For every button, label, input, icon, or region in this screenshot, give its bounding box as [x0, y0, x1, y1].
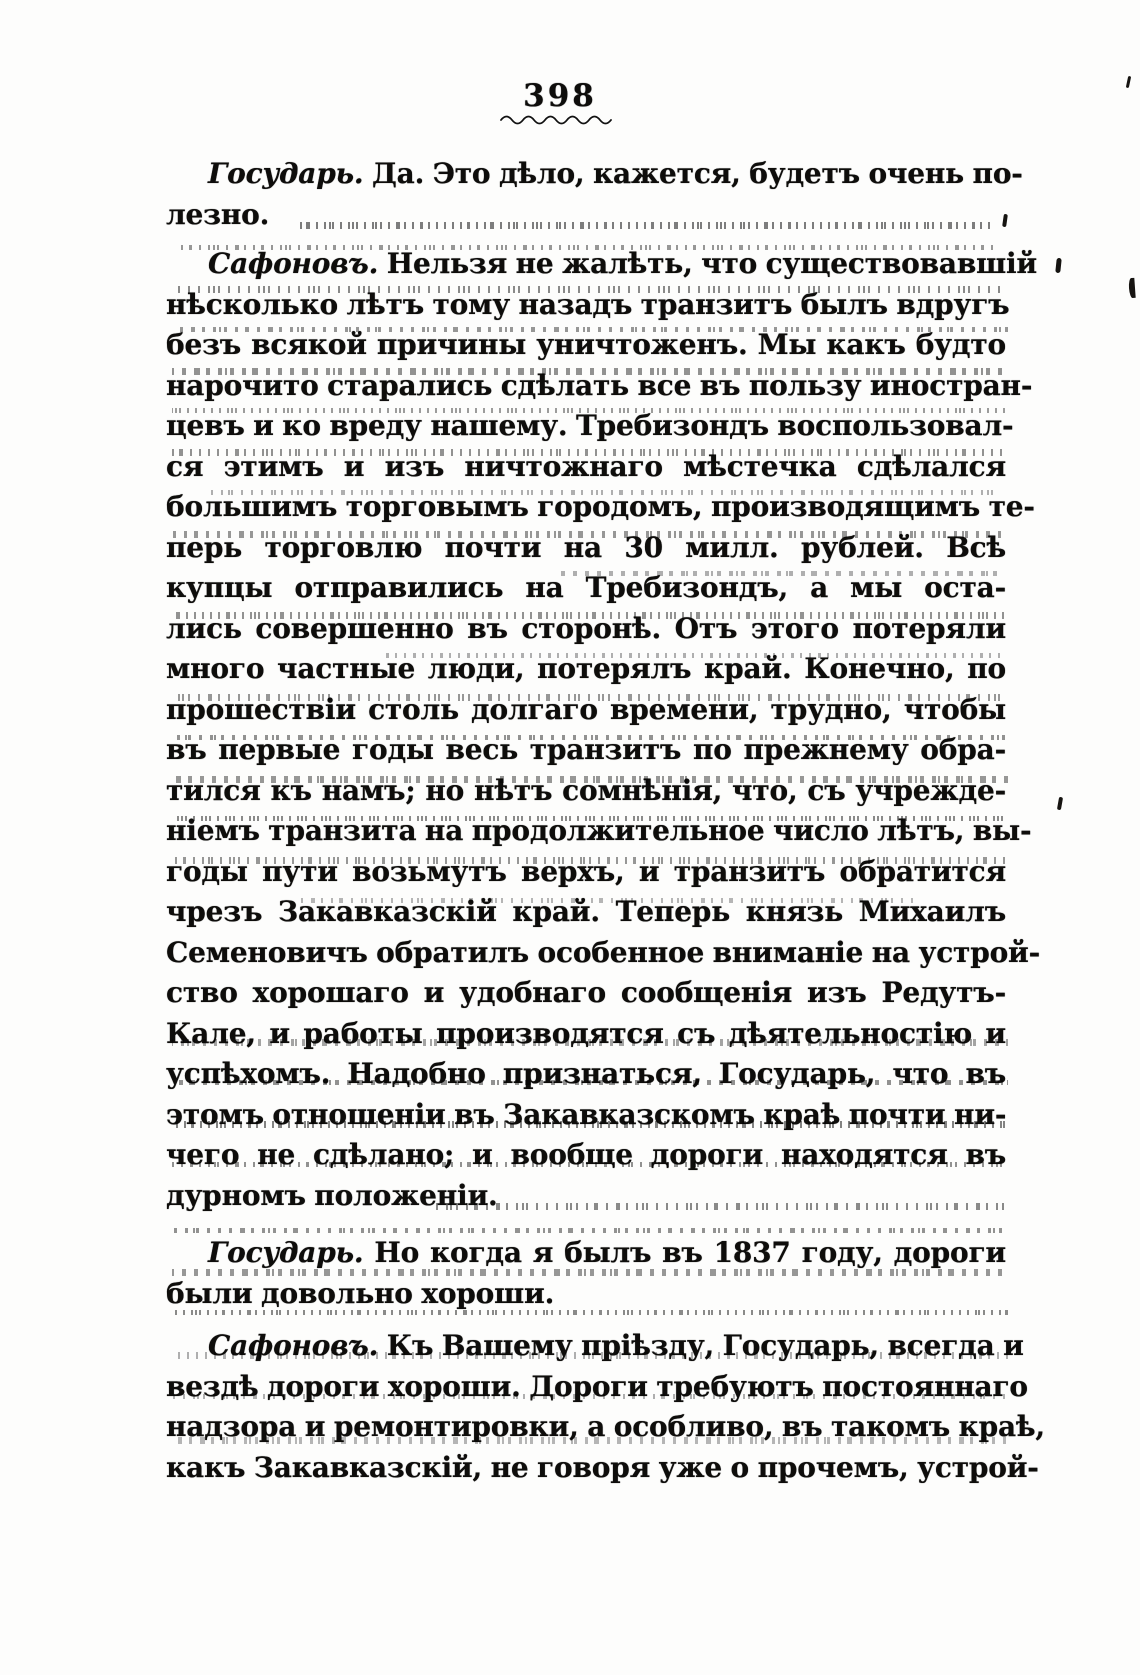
- text-line: безъ всякой причины уничтоженъ. Мы какъ будто: [166, 328, 1006, 361]
- text-line: большимъ торговымъ городомъ, производящимъ те-: [166, 490, 1035, 523]
- text-line: Кале, и работы производятся съ дѣятельностію и: [166, 1016, 1006, 1050]
- text-line: надзора и ремонтировки, а особливо, въ такомъ краѣ,: [166, 1410, 1045, 1443]
- text-line: ство хорошаго и удобнаго сообщенія изъ Редутъ-: [166, 976, 1006, 1009]
- text-line: вездѣ дороги хороши. Дороги требуютъ постояннаго: [166, 1369, 1028, 1403]
- text-line: Государь. Да. Это дѣло, кажется, будетъ очень по-: [208, 157, 1023, 190]
- ink-artifact: [1002, 214, 1008, 227]
- ink-artifact: [1128, 278, 1135, 298]
- text-line: много частные люди, потерялъ край. Конечно, по: [166, 652, 1006, 685]
- text-line: перь торговлю почти на 30 милл. рублей. Всѣ: [166, 530, 1006, 564]
- text-line: чрезъ Закавказскій край. Теперь князь Михаилъ: [166, 895, 1006, 928]
- ink-artifact: [1057, 797, 1063, 810]
- text-line: лись совершенно въ сторонѣ. Отъ этого потеряли: [166, 611, 1006, 645]
- text-block: [166, 154, 1045, 1488]
- text-line: нарочито старались сдѣлать все въ пользу иностран-: [166, 368, 1033, 402]
- text-line: этомъ отношеніи въ Закавказскомъ краѣ почти ни-: [166, 1097, 1007, 1131]
- text-line: цевъ и ко вреду нашему. Требизондъ воспользовал-: [166, 409, 1014, 442]
- text-line: были довольно хороши.: [166, 1276, 555, 1310]
- ink-artifact: [1055, 258, 1062, 273]
- text-line: въ первые годы весь транзитъ по прежнему обра-: [166, 733, 1006, 766]
- text-line: Семеновичъ обратилъ особенное вниманіе на устрой-: [166, 935, 1041, 969]
- speaker-name: Сафоновъ.: [208, 247, 379, 280]
- text-line: ніемъ транзита на продолжительное число лѣтъ, вы-: [166, 814, 1032, 847]
- text-line: годы пути возьмутъ верхъ, и транзитъ обратится: [166, 854, 1006, 888]
- paragraph: [166, 244, 1041, 1216]
- paragraph: [166, 154, 1023, 235]
- text-line: какъ Закавказскій, не говоря уже о прочемъ, устрой-: [166, 1450, 1039, 1484]
- paragraph: [166, 1233, 1006, 1314]
- text-line: дурномъ положеніи.: [166, 1178, 498, 1212]
- text-line: Сафоновъ. Нельзя не жалѣть, что существовавшій: [208, 247, 1037, 280]
- speaker-name: Сафоновъ.: [208, 1329, 379, 1362]
- speaker-name: Государь.: [208, 1236, 364, 1269]
- text-line: лезно.: [166, 197, 270, 231]
- ink-artifact: [1126, 76, 1131, 88]
- text-line: Сафоновъ. Къ Вашему пріѣзду, Государь, всегда и: [208, 1329, 1024, 1362]
- text-line: тился къ намъ; но нѣтъ сомнѣнія, что, съ учрежде-: [166, 773, 1006, 807]
- text-line: чего не сдѣлано; и вообще дороги находятся въ: [166, 1138, 1006, 1171]
- page-number: 398: [523, 78, 597, 114]
- page-number-rule: [150, 113, 970, 125]
- text-line: нѣсколько лѣтъ тому назадъ транзитъ былъ вдругъ: [166, 287, 1010, 321]
- text-line: ся этимъ и изъ ничтожнаго мѣстечка сдѣлался: [166, 449, 1006, 483]
- text-line: успѣхомъ. Надобно признаться, Государь, что въ: [166, 1057, 1006, 1090]
- text-line: Государь. Но когда я былъ въ 1837 году, дороги: [208, 1236, 1006, 1269]
- paragraph: [166, 1326, 1045, 1488]
- speaker-name: Государь.: [208, 157, 364, 190]
- text-line: прошествіи столь долгаго времени, трудно, чтобы: [166, 692, 1006, 726]
- text-line: купцы отправились на Требизондъ, а мы оста-: [166, 571, 1006, 604]
- wavy-rule-icon: [498, 113, 622, 125]
